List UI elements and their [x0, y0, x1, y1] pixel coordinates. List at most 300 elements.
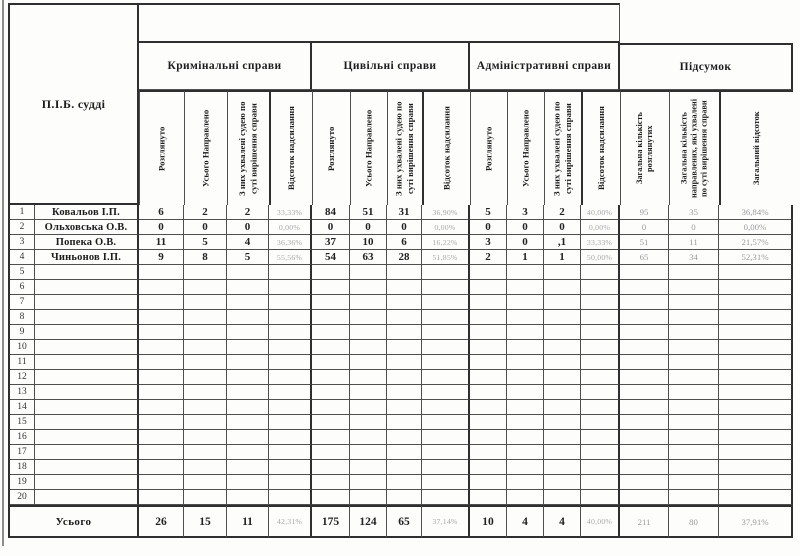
table-cell [470, 460, 507, 475]
row-number: 19 [10, 475, 35, 490]
totals-cell: 15 [184, 505, 227, 538]
table-cell [669, 460, 719, 475]
table-cell [544, 355, 581, 370]
table-row [8, 295, 791, 310]
table-cell [669, 325, 719, 340]
table-body [8, 205, 791, 505]
table-cell [350, 355, 387, 370]
table-cell [544, 295, 581, 310]
table-cell [312, 475, 350, 490]
table-cell [719, 475, 793, 490]
table-cell: 0,00% [581, 220, 620, 235]
table-cell [422, 295, 470, 310]
judge-name [35, 415, 139, 430]
table-cell [312, 325, 350, 340]
table-cell [312, 370, 350, 385]
table-cell [227, 385, 269, 400]
group-header-summary: Підсумок [620, 43, 793, 90]
table-cell [350, 265, 387, 280]
table-cell [620, 355, 669, 370]
judge-name [35, 385, 139, 400]
table-cell: 1 [507, 250, 544, 265]
table-cell [470, 280, 507, 295]
table-cell [507, 340, 544, 355]
table-cell: 0,00% [422, 220, 470, 235]
table-cell [422, 490, 470, 505]
table-cell [139, 445, 184, 460]
table-cell [184, 460, 227, 475]
table-cell: 11 [139, 235, 184, 250]
table-cell [269, 400, 312, 415]
table-cell [422, 415, 470, 430]
judge-name [35, 295, 139, 310]
table-cell [422, 475, 470, 490]
table-cell [422, 400, 470, 415]
table-cell [269, 265, 312, 280]
table-cell [227, 280, 269, 295]
table-cell [139, 265, 184, 280]
table-row [8, 370, 791, 385]
table-cell: 0,00% [269, 220, 312, 235]
table-cell: 0 [620, 220, 669, 235]
table-cell [227, 415, 269, 430]
column-header-considered: Розглянуто [470, 90, 507, 205]
table-cell [184, 400, 227, 415]
table-cell [350, 280, 387, 295]
table-cell [669, 475, 719, 490]
column-header-total-sent-adopted: Загальна кількість направлених, які ухвалені по суті вирішення справи [669, 90, 719, 205]
table-cell [184, 340, 227, 355]
table-cell: 65 [620, 250, 669, 265]
totals-cell: 42,31% [269, 505, 312, 538]
table-row [8, 445, 791, 460]
table-cell [269, 385, 312, 400]
table-cell [269, 355, 312, 370]
table-cell [350, 415, 387, 430]
table-cell [507, 280, 544, 295]
table-cell [544, 385, 581, 400]
table-cell [227, 400, 269, 415]
row-number: 8 [10, 310, 35, 325]
table-cell [387, 385, 422, 400]
table-cell [669, 340, 719, 355]
judge-name: Ольховська О.В. [35, 220, 139, 235]
table-cell [719, 385, 793, 400]
column-header-considered: Розглянуто [139, 90, 184, 205]
table-row [8, 355, 791, 370]
group-header-civil: Цивільні справи [312, 43, 470, 90]
table-cell [422, 355, 470, 370]
table-cell [620, 280, 669, 295]
table-cell: 4 [227, 235, 269, 250]
row-number: 7 [10, 295, 35, 310]
row-number: 11 [10, 355, 35, 370]
table-cell [312, 460, 350, 475]
table-cell: 34 [669, 250, 719, 265]
judge-name-header: П.І.Б. судді [10, 3, 139, 205]
table-cell [350, 445, 387, 460]
table-cell [422, 280, 470, 295]
table-cell [620, 490, 669, 505]
table-cell [184, 385, 227, 400]
table-cell [544, 415, 581, 430]
table-cell: 2 [470, 250, 507, 265]
table-cell [387, 445, 422, 460]
table-cell [620, 265, 669, 280]
table-cell [669, 355, 719, 370]
judge-name: Попека О.В. [35, 235, 139, 250]
table-cell [470, 385, 507, 400]
table-cell [507, 400, 544, 415]
table-cell: 63 [350, 250, 387, 265]
table-cell [544, 445, 581, 460]
table-cell [312, 400, 350, 415]
table-cell [507, 370, 544, 385]
table-cell [139, 430, 184, 445]
column-header-adopted: З них ухвалені судею по суті вирішення справи [387, 90, 422, 205]
row-number: 10 [10, 340, 35, 355]
table-cell [350, 295, 387, 310]
totals-cell: 65 [387, 505, 422, 538]
table-row [8, 250, 791, 265]
column-header-percent: Відсоток надсилання [422, 90, 470, 205]
row-number: 13 [10, 385, 35, 400]
table-cell [669, 310, 719, 325]
table-row [8, 460, 791, 475]
table-cell [620, 475, 669, 490]
table-cell [184, 415, 227, 430]
table-cell: 5 [184, 235, 227, 250]
table-cell [507, 415, 544, 430]
table-cell [184, 310, 227, 325]
totals-label: Усього [10, 505, 139, 538]
judicial-statistics-table [8, 3, 791, 538]
judge-name [35, 325, 139, 340]
table-cell [227, 490, 269, 505]
table-cell: 16,22% [422, 235, 470, 250]
row-number: 9 [10, 325, 35, 340]
table-cell [350, 490, 387, 505]
table-cell [620, 370, 669, 385]
totals-cell: 4 [507, 505, 544, 538]
table-cell [350, 325, 387, 340]
table-cell: 3 [470, 235, 507, 250]
table-cell [350, 370, 387, 385]
table-cell [719, 400, 793, 415]
table-cell [350, 310, 387, 325]
row-number: 3 [10, 235, 35, 250]
table-cell: 2 [227, 205, 269, 220]
table-cell [350, 340, 387, 355]
table-cell [620, 340, 669, 355]
table-cell [350, 400, 387, 415]
table-cell [470, 325, 507, 340]
table-cell [227, 310, 269, 325]
totals-cell: 11 [227, 505, 269, 538]
table-cell: 21,57% [719, 235, 793, 250]
table-cell: 11 [669, 235, 719, 250]
table-cell [184, 370, 227, 385]
table-cell [470, 370, 507, 385]
table-cell [350, 385, 387, 400]
table-row [8, 235, 791, 250]
table-cell [507, 460, 544, 475]
group-header-criminal: Кримінальні справи [139, 43, 312, 90]
table-cell [669, 370, 719, 385]
totals-cell: 4 [544, 505, 581, 538]
table-cell: 0 [669, 220, 719, 235]
totals-cell: 37,14% [422, 505, 470, 538]
table-cell [139, 340, 184, 355]
table-cell: 0 [350, 220, 387, 235]
table-cell [269, 325, 312, 340]
table-cell [719, 460, 793, 475]
judge-name [35, 280, 139, 295]
table-cell [227, 265, 269, 280]
table-cell [312, 280, 350, 295]
column-header-total-considered: Загальна кількість розглянутих [620, 90, 669, 205]
row-number: 6 [10, 280, 35, 295]
table-cell [470, 430, 507, 445]
table-cell: 37 [312, 235, 350, 250]
table-cell [422, 460, 470, 475]
table-cell [387, 280, 422, 295]
table-cell [269, 445, 312, 460]
table-cell [387, 460, 422, 475]
table-cell: 52,31% [719, 250, 793, 265]
totals-cell: 10 [470, 505, 507, 538]
table-cell [470, 400, 507, 415]
table-cell: 0,00% [719, 220, 793, 235]
table-cell [669, 385, 719, 400]
table-cell [139, 475, 184, 490]
table-cell: 2 [184, 205, 227, 220]
table-cell [387, 370, 422, 385]
table-cell [470, 310, 507, 325]
column-header-considered: Розглянуто [312, 90, 350, 205]
table-cell [184, 490, 227, 505]
table-cell [544, 325, 581, 340]
table-row [8, 385, 791, 400]
table-cell [544, 340, 581, 355]
table-cell [581, 415, 620, 430]
table-cell [581, 280, 620, 295]
judge-name [35, 475, 139, 490]
table-cell [422, 385, 470, 400]
table-cell [387, 355, 422, 370]
table-cell [620, 325, 669, 340]
table-cell [507, 490, 544, 505]
column-header-sent: Усього Направлено [184, 90, 227, 205]
table-cell [227, 445, 269, 460]
table-cell: 0 [507, 220, 544, 235]
table-cell [387, 295, 422, 310]
table-cell [387, 310, 422, 325]
judge-name [35, 265, 139, 280]
table-cell: 33,33% [269, 205, 312, 220]
totals-cell: 175 [312, 505, 350, 538]
table-cell: 84 [312, 205, 350, 220]
judge-name [35, 430, 139, 445]
table-cell [620, 430, 669, 445]
table-cell [581, 310, 620, 325]
table-cell [422, 370, 470, 385]
table-cell [544, 475, 581, 490]
table-cell [184, 295, 227, 310]
table-cell [620, 295, 669, 310]
table-cell [422, 325, 470, 340]
table-cell [719, 415, 793, 430]
table-cell [422, 310, 470, 325]
table-cell [719, 430, 793, 445]
table-cell [719, 265, 793, 280]
table-cell [620, 460, 669, 475]
judge-name [35, 460, 139, 475]
table-cell [269, 280, 312, 295]
table-cell: 0 [507, 235, 544, 250]
table-cell [507, 445, 544, 460]
table-cell [269, 340, 312, 355]
table-cell: 55,56% [269, 250, 312, 265]
table-cell [669, 415, 719, 430]
table-cell [669, 400, 719, 415]
table-cell [387, 265, 422, 280]
totals-cell: 124 [350, 505, 387, 538]
table-cell [581, 400, 620, 415]
table-cell: 6 [387, 235, 422, 250]
table-cell [581, 340, 620, 355]
table-row [8, 280, 791, 295]
table-row [8, 475, 791, 490]
table-cell [544, 490, 581, 505]
row-number: 2 [10, 220, 35, 235]
table-cell: 36,84% [719, 205, 793, 220]
table-cell: 40,00% [581, 205, 620, 220]
table-cell [544, 400, 581, 415]
table-cell [269, 295, 312, 310]
table-cell [719, 340, 793, 355]
group-header-administrative: Адміністративні справи [470, 43, 620, 90]
table-cell [470, 340, 507, 355]
table-cell: 50,00% [581, 250, 620, 265]
table-cell: 1 [544, 250, 581, 265]
judge-name [35, 445, 139, 460]
table-cell [507, 475, 544, 490]
table-cell: 10 [350, 235, 387, 250]
column-header-adopted: З них ухвалені судею по суті вирішення справи [227, 90, 269, 205]
table-cell: 28 [387, 250, 422, 265]
table-cell [227, 430, 269, 445]
table-cell [470, 445, 507, 460]
table-cell [312, 295, 350, 310]
column-header-sent: Усього Направлено [507, 90, 544, 205]
column-header-percent: Відсоток надсилання [269, 90, 312, 205]
table-cell [312, 310, 350, 325]
table-cell [312, 355, 350, 370]
table-cell [387, 490, 422, 505]
table-cell [470, 415, 507, 430]
table-cell [507, 430, 544, 445]
table-cell [184, 475, 227, 490]
table-cell [269, 310, 312, 325]
table-cell [719, 490, 793, 505]
table-cell [719, 280, 793, 295]
table-row [8, 325, 791, 340]
table-cell [227, 340, 269, 355]
table-row [8, 220, 791, 235]
judge-name [35, 400, 139, 415]
table-cell [139, 490, 184, 505]
table-row [8, 430, 791, 445]
table-cell [719, 370, 793, 385]
table-cell [620, 415, 669, 430]
table-cell [470, 295, 507, 310]
table-cell [422, 445, 470, 460]
table-cell [581, 295, 620, 310]
table-cell [312, 430, 350, 445]
table-row [8, 490, 791, 505]
top-void-area [620, 3, 793, 43]
table-cell: 33,33% [581, 235, 620, 250]
table-cell [719, 355, 793, 370]
column-header-sent: Усього Направлено [350, 90, 387, 205]
table-cell: 5 [227, 250, 269, 265]
table-cell [227, 295, 269, 310]
table-cell [139, 280, 184, 295]
table-cell [139, 310, 184, 325]
totals-cell: 26 [139, 505, 184, 538]
table-cell [184, 265, 227, 280]
table-cell [184, 355, 227, 370]
table-cell [184, 325, 227, 340]
totals-cell: 40,00% [581, 505, 620, 538]
table-cell [620, 310, 669, 325]
table-cell [227, 460, 269, 475]
table-cell [184, 430, 227, 445]
table-cell [139, 370, 184, 385]
table-cell [387, 325, 422, 340]
table-cell [227, 475, 269, 490]
table-cell [544, 310, 581, 325]
table-cell [669, 265, 719, 280]
table-cell: 0 [312, 220, 350, 235]
table-cell [350, 475, 387, 490]
table-header [8, 3, 791, 205]
table-cell [719, 325, 793, 340]
table-cell: 35 [669, 205, 719, 220]
table-cell [184, 280, 227, 295]
table-cell [269, 415, 312, 430]
table-cell: 54 [312, 250, 350, 265]
table-cell [507, 325, 544, 340]
table-cell: 8 [184, 250, 227, 265]
table-cell: 36,90% [422, 205, 470, 220]
row-number: 18 [10, 460, 35, 475]
table-cell: 51,85% [422, 250, 470, 265]
table-cell: 2 [544, 205, 581, 220]
judge-name [35, 370, 139, 385]
table-cell [507, 385, 544, 400]
table-cell: 0 [544, 220, 581, 235]
table-cell [507, 265, 544, 280]
table-cell [544, 370, 581, 385]
table-cell: ,1 [544, 235, 581, 250]
table-cell: 0 [184, 220, 227, 235]
table-cell: 0 [139, 220, 184, 235]
table-cell: 51 [350, 205, 387, 220]
table-cell [581, 325, 620, 340]
table-cell [581, 265, 620, 280]
